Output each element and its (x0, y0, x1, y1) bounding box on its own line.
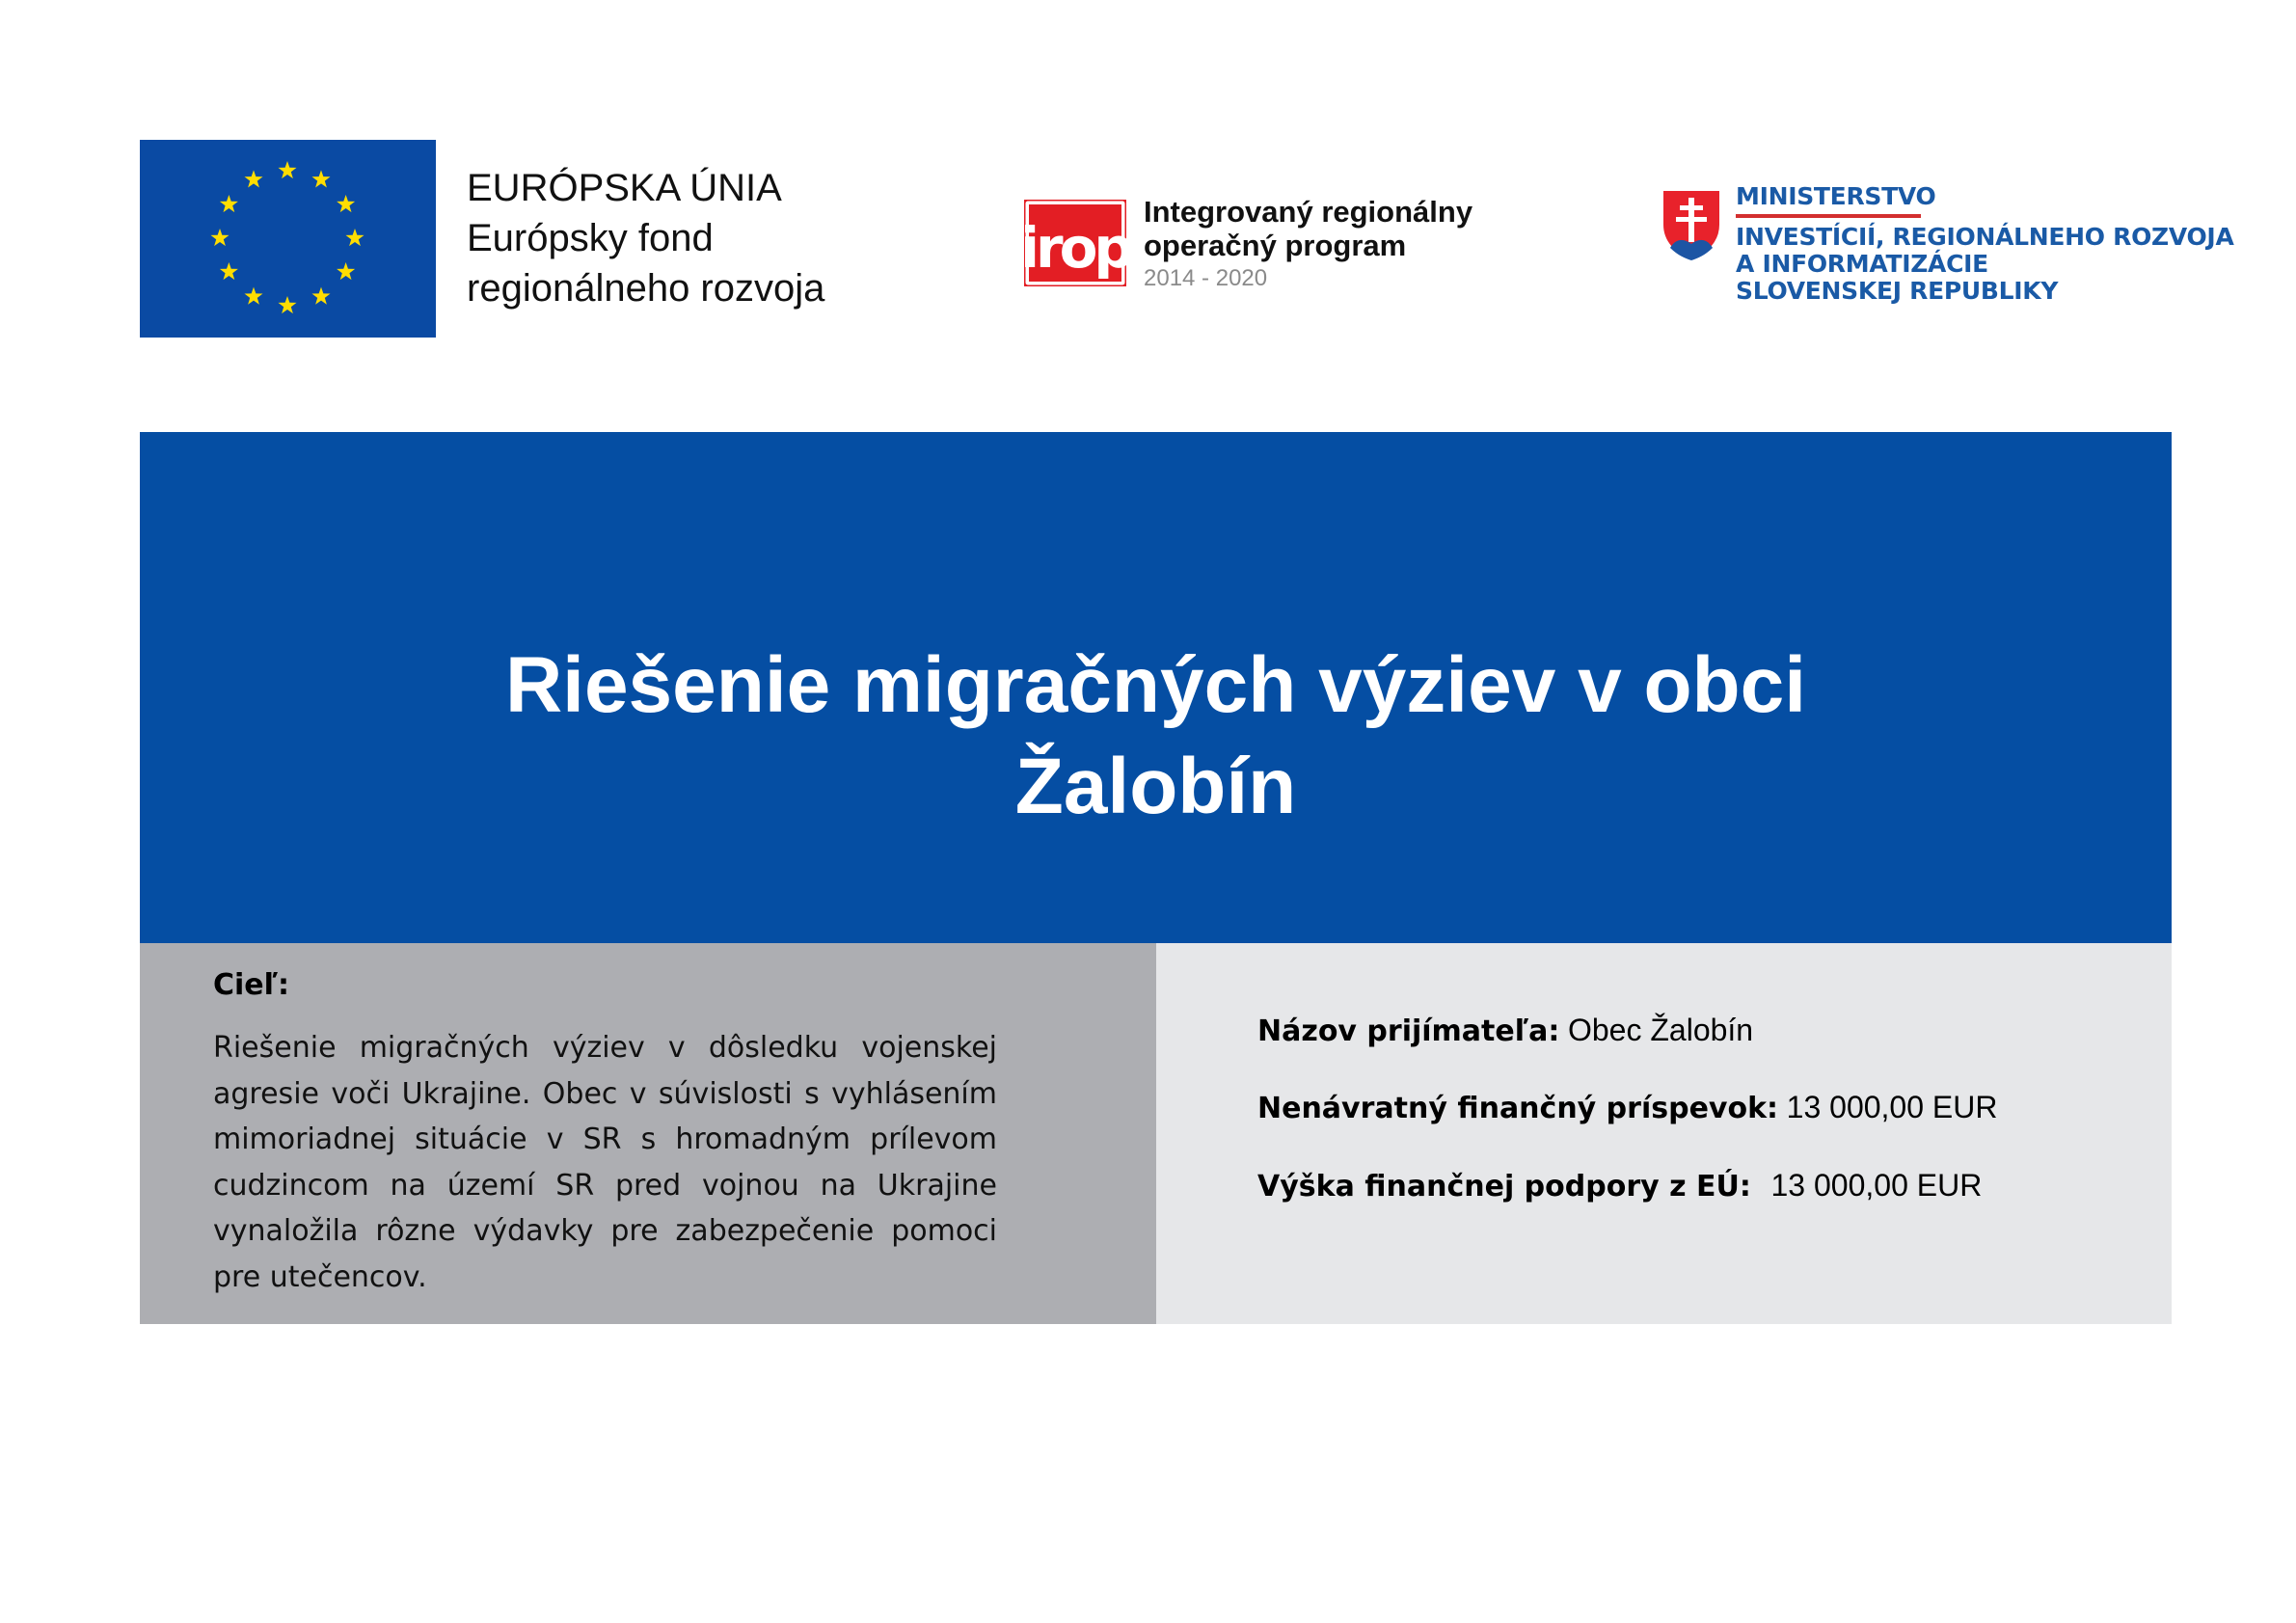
eu-support-row (1257, 1166, 1982, 1206)
grant-value: 13 000,00 EUR (1786, 1090, 1998, 1124)
info-panel (1156, 943, 2172, 1324)
irop-logo-icon (1024, 200, 1126, 286)
ministry-line1: MINISTERSTVO (1736, 182, 1936, 210)
eu-title: EURÓPSKA ÚNIA (467, 167, 782, 209)
ministry-line4: SLOVENSKEJ REPUBLIKY (1736, 277, 2059, 305)
eu-support-label: Výška finančnej podpory z EÚ: (1257, 1170, 1751, 1204)
eu-fund-line1: Európsky fond (467, 217, 714, 259)
goal-heading: Cieľ: (213, 968, 290, 1002)
project-title-line2: Žalobín (1014, 743, 1297, 830)
goal-text: Riešenie migračných výziev v dôsledku vojenskej agresie voči Ukrajine. Obec v súvislosti s vyhlásením mimoriadnej situácie v SR s hromadným prílevom cudzincom na území SR pred vojnou na Ukrajine vynaložila rôzne výdavky pre zabezpečenie pomoci pre utečencov. (213, 1031, 997, 1294)
ministry-line2: INVESTÍCIÍ, REGIONÁLNEHO ROZVOJA (1736, 223, 2234, 251)
ministry-line3: A INFORMATIZÁCIE (1736, 250, 1988, 278)
irop-line1: Integrovaný regionálny (1144, 195, 1473, 229)
eu-flag-icon (140, 140, 436, 338)
recipient-label: Názov prijímateľa: (1257, 1014, 1560, 1048)
slovak-coat-of-arms-icon (1661, 188, 1722, 261)
project-banner (140, 432, 2172, 943)
eu-support-value: 13 000,00 EUR (1770, 1168, 1983, 1203)
project-title (140, 635, 2172, 837)
irop-logo-text: irop (1024, 215, 1126, 281)
project-title-line1: Riešenie migračných výziev v obci (504, 641, 1807, 729)
eu-fund-line2: regionálneho rozvoja (467, 267, 825, 310)
irop-line2: operačný program (1144, 229, 1407, 262)
ministry-divider (1736, 214, 1921, 218)
grant-label: Nenávratný finančný príspevok: (1257, 1092, 1779, 1125)
grant-row (1257, 1088, 1997, 1128)
irop-years: 2014 - 2020 (1144, 265, 1268, 291)
recipient-row (1257, 1011, 1753, 1051)
recipient-value: Obec Žalobín (1567, 1013, 1754, 1047)
